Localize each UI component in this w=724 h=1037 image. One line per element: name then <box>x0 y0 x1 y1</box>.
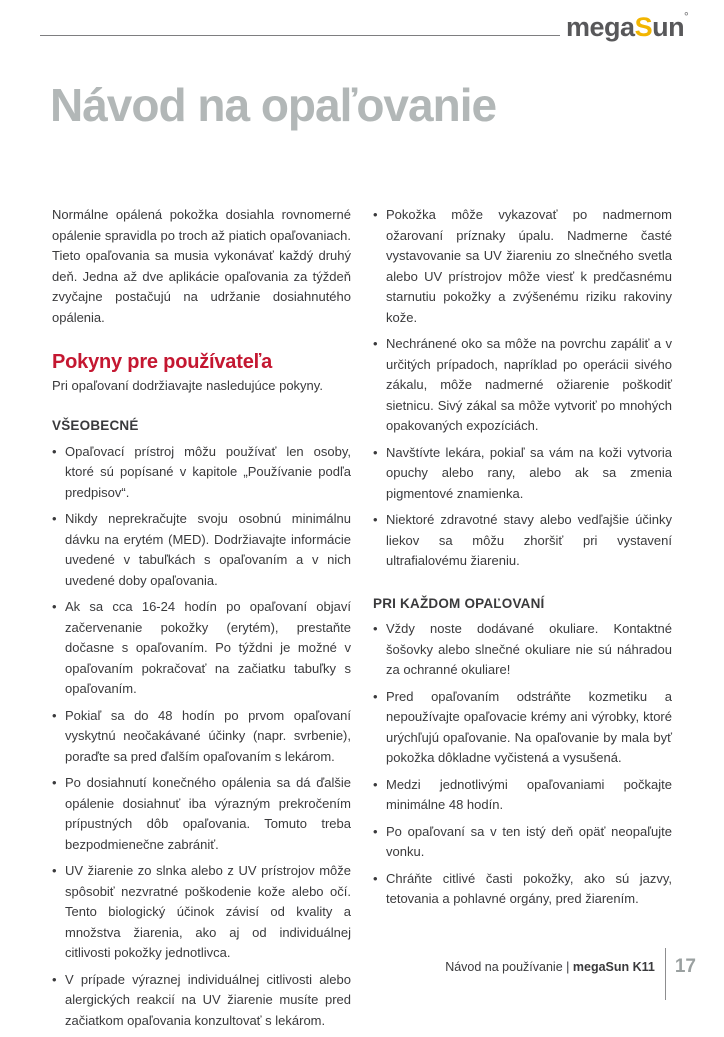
bullet-item <box>373 510 672 572</box>
bullet-icon: • <box>52 863 57 878</box>
logo-mega: mega <box>566 12 635 42</box>
bullet-text: Pokožka môže vykazovať po nadmernom ožarovaní príznaky úpalu. Nadmerne časté vystavovanie sa UV žiareniu zo slnečného svetla alebo UV prístrojov môže viesť k predčasnému starnutiu pokožky a zvýšenému riziku rakoviny kože. <box>386 207 672 325</box>
bullet-text: Po opaľovaní sa v ten istý deň opäť neopaľujte vonku. <box>386 823 672 859</box>
bullet-icon: • <box>373 512 378 527</box>
bullet-icon: • <box>52 511 57 526</box>
page-number: 17 <box>674 956 696 977</box>
bullet-icon: • <box>52 971 57 987</box>
bullet-text: Opaľovací prístroj môžu používať len osoby, ktoré sú popísané v kapitole „Používanie podľa predpisov“. <box>65 443 351 500</box>
bullet-text: Navštívte lekára, pokiaľ sa vám na koži vytvoria opuchy alebo rany, alebo ak sa zmenia pigmentové znamienka. <box>386 444 672 501</box>
bullet-icon: • <box>373 688 378 704</box>
bullet-icon: • <box>373 776 378 792</box>
page-title: Návod na opaľovanie <box>50 79 497 131</box>
bullet-item <box>373 334 672 437</box>
bullet-item <box>52 597 351 700</box>
bullet-item <box>52 442 351 504</box>
warnings-bullet-list <box>373 205 672 572</box>
bullet-text: Nechránené oko sa môže na povrchu zapáliť a v určitých prípadoch, napríklad po operácii sivého zákalu, môže nadmerné ožiarenie poškodiť sietnicu. Sivý zákal sa môže vytvoriť po mnohých opakovaných expozíciách. <box>386 336 672 433</box>
bullet-text: Medzi jednotlivými opaľovaniami počkajte minimálne 48 hodín. <box>386 776 672 812</box>
bullet-text: Nikdy neprekračujte svoju osobnú minimálnu dávku na erytém (MED). Dodržiavajte informácie uvedené v tabuľkách s opaľovaním a v nich uvedené doby opaľovania. <box>65 511 351 588</box>
bullet-text: Ak sa cca 16-24 hodín po opaľovaní objaví začervenanie pokožky (erytém), prestaňte dočasne s opaľovaním. Po týždni je možné v opaľovaním pokračovať na začiatku tabuľky s opaľovaním. <box>65 599 351 696</box>
bullet-item <box>52 509 351 591</box>
bullet-text: Vždy noste dodávané okuliare. Kontaktné šošovky alebo slnečné okuliare nie sú náhradou za ochranné okuliare! <box>386 621 672 677</box>
bullet-icon: • <box>52 707 57 723</box>
bullet-text: Pokiaľ sa do 48 hodín po prvom opaľovaní vyskytnú neočakávané účinky (napr. svrbenie), poraďte sa pred ďalším opaľovaním s lekárom. <box>65 707 351 764</box>
bullet-icon: • <box>52 775 57 790</box>
bullet-text: Pred opaľovaním odstráňte kozmetiku a nepoužívajte opaľovacie krémy ani výrobky, ktoré urýchľujú opaľovanie. Na opaľovanie by mala byť pokožka dôkladne vyčistená a vysušená. <box>386 688 672 765</box>
vseobecne-bullet-list <box>52 442 351 1032</box>
right-column <box>373 205 672 1037</box>
logo-ring-icon: ° <box>684 11 688 23</box>
bullet-item <box>373 443 672 505</box>
footer-product-name: megaSun K11 <box>572 960 655 974</box>
bullet-text: Chráňte citlivé časti pokožky, ako sú jazvy, tetovania a pohlavné orgány, pred žiarením. <box>386 870 672 906</box>
bullet-icon: • <box>373 336 378 351</box>
bullet-icon: • <box>373 823 378 839</box>
logo-s: S <box>634 12 653 42</box>
megasun-logo <box>560 11 688 42</box>
page-footer <box>445 948 696 1000</box>
bullet-item <box>373 775 672 816</box>
logo-un: un <box>652 12 685 42</box>
subsection-heading-vseobecne: VŠEOBECNÉ <box>52 418 139 433</box>
bullet-icon: • <box>373 207 378 222</box>
footer-doc-title: Návod na používanie <box>445 960 563 974</box>
bullet-icon: • <box>373 444 378 460</box>
bullet-item <box>52 970 351 1032</box>
bullet-text: UV žiarenie zo slnka alebo z UV prístrojov môže spôsobiť nezvratné poškodenie kože alebo očí. Tento biologický účinok závisí od kvality a množstva žiarenia, ako aj od individuálnej citlivosti pokožky jednotlivca. <box>65 863 351 960</box>
bullet-text: Niektoré zdravotné stavy alebo vedľajšie účinky liekov sa môžu zhoršiť pri vystavení ultrafialovému žiareniu. <box>386 512 672 568</box>
bullet-icon: • <box>52 443 57 459</box>
bullet-item <box>52 706 351 768</box>
pri-kazdom-bullet-list <box>373 619 672 910</box>
bullet-icon: • <box>52 599 57 614</box>
header-rule <box>40 35 560 36</box>
bullet-item <box>373 869 672 910</box>
page-header <box>40 11 688 42</box>
bullet-item <box>373 822 672 863</box>
footer-divider <box>665 948 666 1000</box>
section-subtext: Pri opaľovaní dodržiavajte nasledujúce pokyny. <box>52 377 323 393</box>
left-column <box>52 205 351 1037</box>
subsection-heading-pri-kazdom: PRI KAŽDOM OPAĽOVANÍ <box>373 595 545 611</box>
bullet-item <box>52 773 351 855</box>
bullet-icon: • <box>373 621 378 636</box>
bullet-item <box>373 205 672 328</box>
bullet-icon: • <box>373 870 378 886</box>
footer-doc-line <box>445 948 655 974</box>
footer-separator: | <box>566 960 570 974</box>
bullet-item <box>52 861 351 964</box>
bullet-item <box>373 687 672 769</box>
bullet-text: Po dosiahnutí konečného opálenia sa dá ďalšie opálenie dosiahnuť iba výrazným prekročením prípustných dôb opaľovania. Tomuto treba bezpodmienečne zabrániť. <box>65 775 351 852</box>
bullet-text: V prípade výraznej individuálnej citlivosti alebo alergických reakcií na UV žiarenie musíte pred začiatkom opaľovania konzultovať s lekárom. <box>65 971 351 1028</box>
section-heading-pokyny: Pokyny pre používateľa <box>52 351 273 373</box>
bullet-item <box>373 619 672 681</box>
two-column-body <box>52 205 672 1037</box>
intro-paragraph: Normálne opálená pokožka dosiahla rovnomerné opálenie spravidla po troch až piatich opaľovaniach. Tieto opaľovania sa musia vykonávať každý druhý deň. Jedna až dve aplikácie opaľovania za týždeň zvyčajne postačujú na udržanie dosiahnutého opálenia. <box>52 207 351 325</box>
